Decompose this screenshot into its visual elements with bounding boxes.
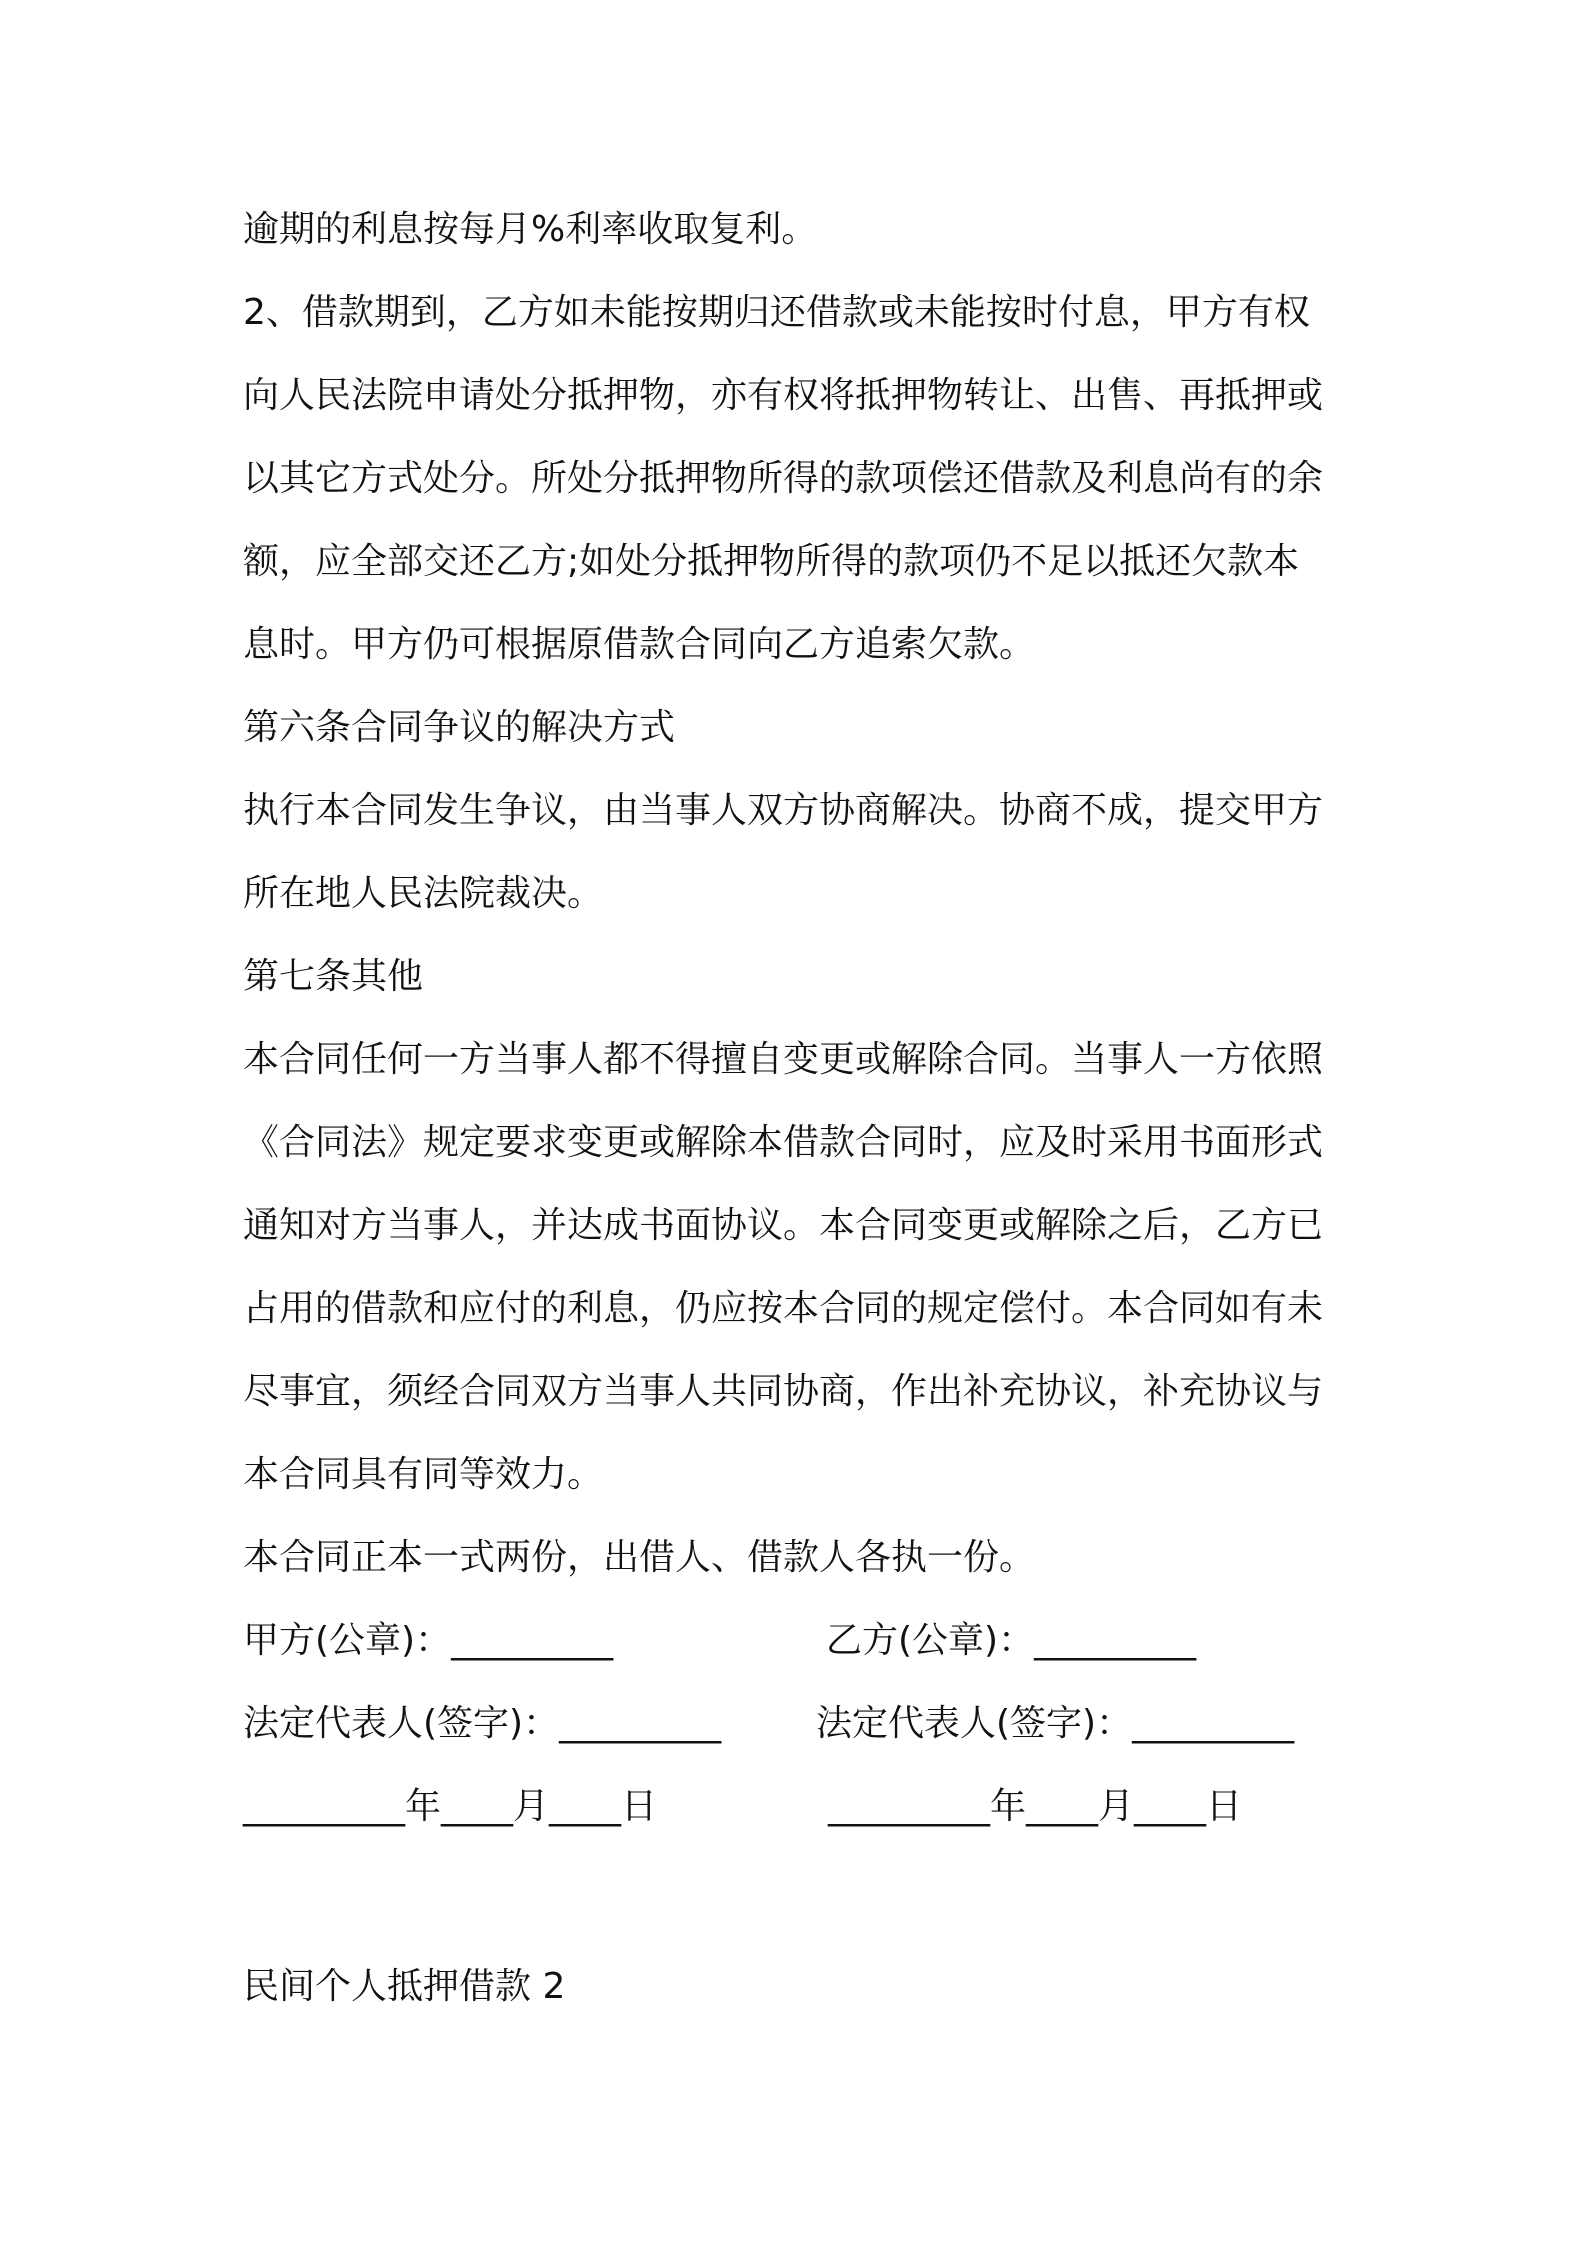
- party-b-rep-signature-field: 法定代表人(签字)：_________: [816, 1703, 1295, 1744]
- next-document-title: 民间个人抵押借款 2: [243, 1966, 566, 2007]
- section-heading-6: 第六条合同争议的解决方式: [243, 707, 676, 748]
- paragraph-line: 《合同法》规定要求变更或解除本借款合同时，应及时采用书面形式: [243, 1122, 1324, 1163]
- party-a-seal-field: 甲方(公章)：_________: [243, 1620, 614, 1661]
- paragraph-line: 尽事宜，须经合同双方当事人共同协商，作出补充协议，补充协议与: [243, 1371, 1324, 1412]
- section-heading-7: 第七条其他: [243, 956, 424, 997]
- paragraph-line: 执行本合同发生争议，由当事人双方协商解决。协商不成，提交甲方: [243, 790, 1324, 831]
- paragraph-line: 向人民法院申请处分抵押物，亦有权将抵押物转让、出售、再抵押或: [243, 375, 1324, 416]
- paragraph-line: 本合同具有同等效力。: [243, 1454, 604, 1495]
- copies-statement: 本合同正本一式两份，出借人、借款人各执一份。: [243, 1537, 1036, 1578]
- party-b-date-field: _________年____月____日: [828, 1786, 1242, 1827]
- party-b-seal-field: 乙方(公章)：_________: [826, 1620, 1197, 1661]
- paragraph-line: 本合同任何一方当事人都不得擅自变更或解除合同。当事人一方依照: [243, 1039, 1324, 1080]
- paragraph-line: 以其它方式处分。所处分抵押物所得的款项偿还借款及利息尚有的余: [243, 458, 1324, 499]
- paragraph-line: 2、借款期到，乙方如未能按期归还借款或未能按时付息，甲方有权: [243, 292, 1310, 333]
- paragraph-line: 息时。甲方仍可根据原借款合同向乙方追索欠款。: [243, 624, 1036, 665]
- paragraph-line: 逾期的利息按每月%利率收取复利。: [243, 209, 818, 250]
- paragraph-line: 通知对方当事人，并达成书面协议。本合同变更或解除之后，乙方已: [243, 1205, 1324, 1246]
- party-a-rep-signature-field: 法定代表人(签字)：_________: [243, 1703, 722, 1744]
- party-a-date-field: _________年____月____日: [243, 1786, 657, 1827]
- paragraph-line: 所在地人民法院裁决。: [243, 873, 604, 914]
- paragraph-line: 额，应全部交还乙方;如处分抵押物所得的款项仍不足以抵还欠款本: [243, 541, 1300, 582]
- paragraph-line: 占用的借款和应付的利息，仍应按本合同的规定偿付。本合同如有未: [243, 1288, 1324, 1329]
